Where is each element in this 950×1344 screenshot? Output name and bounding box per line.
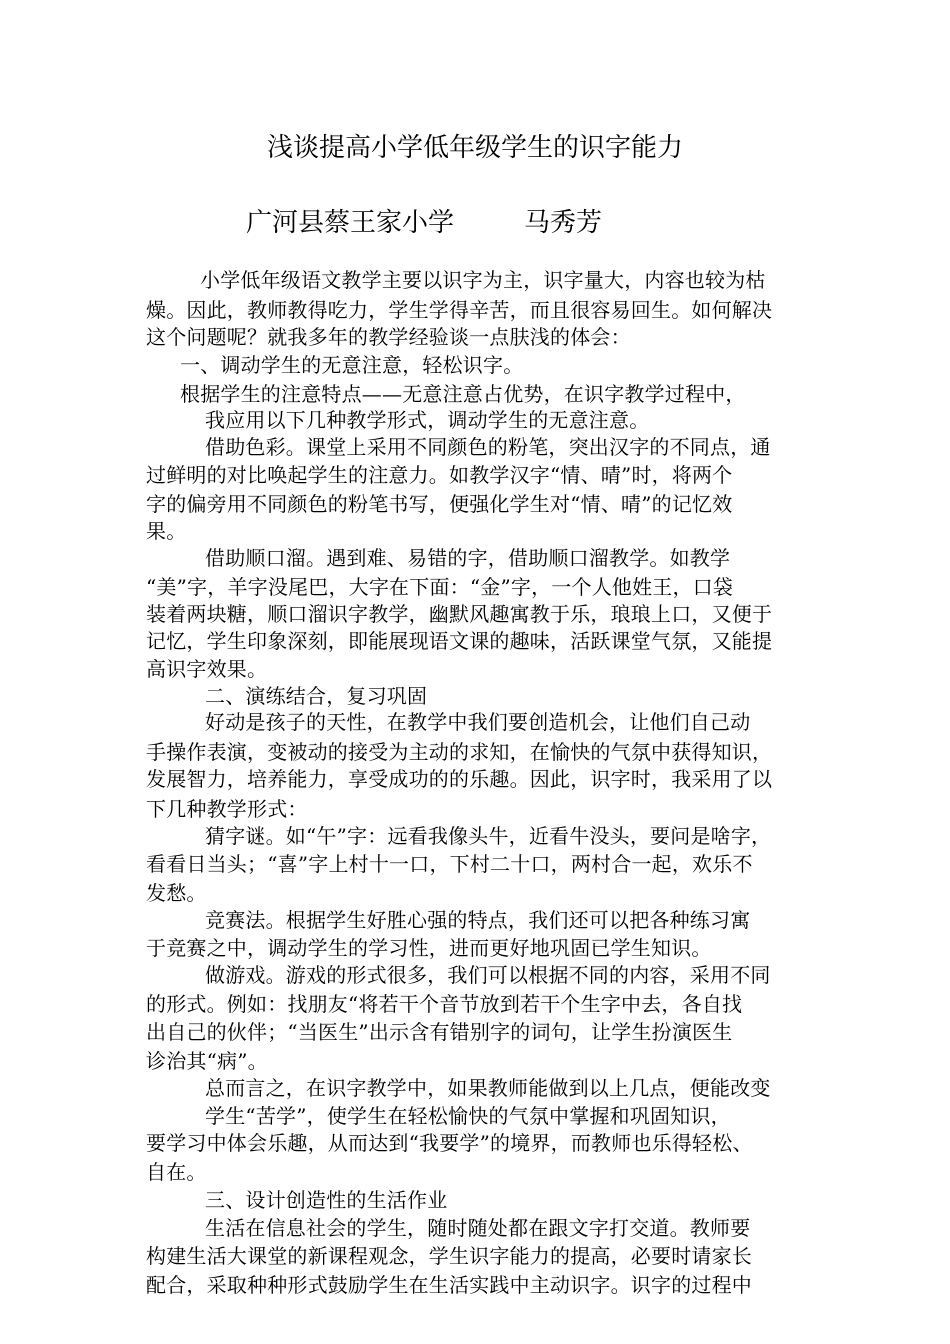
text-line: 下几种教学形式：	[146, 797, 308, 821]
text-line: 高识字效果。	[146, 657, 268, 681]
text-line: 借助顺口溜。遇到难、易错的字，借助顺口溜教学。如教学	[205, 546, 731, 570]
text-line: 要学习中体会乐趣，从而达到“我要学”的境界，而教师也乐得轻松、	[146, 1131, 753, 1155]
text-line: 构建生活大课堂的新课程观念，学生识字能力的提高，必要时请家长	[146, 1244, 752, 1268]
text-line: 出自己的伙伴；“当医生”出示含有错别字的词句，让学生扮演医生	[146, 1020, 733, 1044]
text-line: 过鲜明的对比唤起学生的注意力。如教学汉字“情、晴”时，将两个	[146, 463, 733, 487]
text-line: 记忆，学生印象深刻，即能展现语文课的趣味，活跃课堂气氛，又能提	[146, 629, 773, 653]
text-line: 燥。因此，教师教得吃力，学生学得辛苦，而且很容易回生。如何解决	[146, 298, 773, 322]
text-line: 好动是孩子的天性，在教学中我们要创造机会，让他们自己动	[205, 710, 751, 734]
text-line: 果。	[146, 519, 187, 543]
text-line: 装着两块糖，顺口溜识字教学，幽默风趣寓教于乐，琅琅上口，又便于	[146, 602, 773, 626]
byline	[246, 203, 602, 243]
text-line: 竞赛法。根据学生好胜心强的特点，我们还可以把各种练习寓	[205, 908, 751, 932]
text-line: 一、调动学生的无意注意，轻松识字。	[180, 353, 524, 377]
text-line: 猜字谜。如“午”字：远看我像头牛，近看牛没头，要问是啥字，	[205, 824, 772, 848]
text-line: 小学低年级语文教学主要以识字为主，识字量大，内容也较为枯	[200, 268, 766, 292]
text-line: 于竞赛之中，调动学生的学习性，进而更好地巩固已学生知识。	[146, 936, 712, 960]
text-line: 总而言之，在识字教学中，如果教师能做到以上几点，便能改变	[205, 1076, 771, 1100]
text-line: 借助色彩。课堂上采用不同颜色的粉笔，突出汉字的不同点，通	[205, 435, 771, 459]
text-line: 发展智力，培养能力，享受成功的的乐趣。因此，识字时，我采用了以	[146, 767, 773, 791]
school-name: 广河县蔡王家小学	[246, 208, 455, 238]
text-line: 配合，采取种种形式鼓励学生在生活实践中主动识字。识字的过程中	[146, 1273, 752, 1297]
text-line: 三、设计创造性的生活作业	[205, 1188, 448, 1212]
text-line: 手操作表演，变被动的接受为主动的求知，在愉快的气氛中获得知识，	[146, 740, 773, 764]
text-line: 发愁。	[146, 881, 207, 905]
text-line: 字的偏旁用不同颜色的粉笔书写，便强化学生对“情、晴”的记忆效	[146, 492, 733, 516]
document-title: 浅谈提高小学低年级学生的识字能力	[266, 133, 683, 163]
text-line: 看看日当头；“喜”字上村十一口，下村二十口，两村合一起，欢乐不	[146, 852, 753, 876]
text-line: 我应用以下几种教学形式，调动学生的无意注意。	[205, 408, 650, 432]
text-line: 学生“苦学”，使学生在轻松愉快的气氛中掌握和巩固知识，	[205, 1104, 731, 1128]
text-line: 的形式。例如：找朋友“将若干个音节放到若干个生字中去，各自找	[146, 992, 743, 1016]
text-line: “美”字，羊字没尾巴，大字在下面：“金”字，一个人他姓王，口袋	[146, 575, 734, 599]
text-line: 诊治其“病”。	[146, 1049, 268, 1073]
text-line: 二、演练结合，复习巩固	[205, 684, 428, 708]
text-line: 这个问题呢？就我多年的教学经验谈一点肤浅的体会：	[146, 325, 631, 349]
text-line: 做游戏。游戏的形式很多，我们可以根据不同的内容，采用不同	[205, 963, 771, 987]
text-line: 生活在信息社会的学生，随时随处都在跟文字打交道。教师要	[205, 1216, 751, 1240]
author-name: 马秀芳	[524, 208, 603, 238]
text-line: 根据学生的注意特点——无意注意占优势，在识字教学过程中，	[180, 382, 746, 406]
text-line: 自在。	[146, 1160, 207, 1184]
